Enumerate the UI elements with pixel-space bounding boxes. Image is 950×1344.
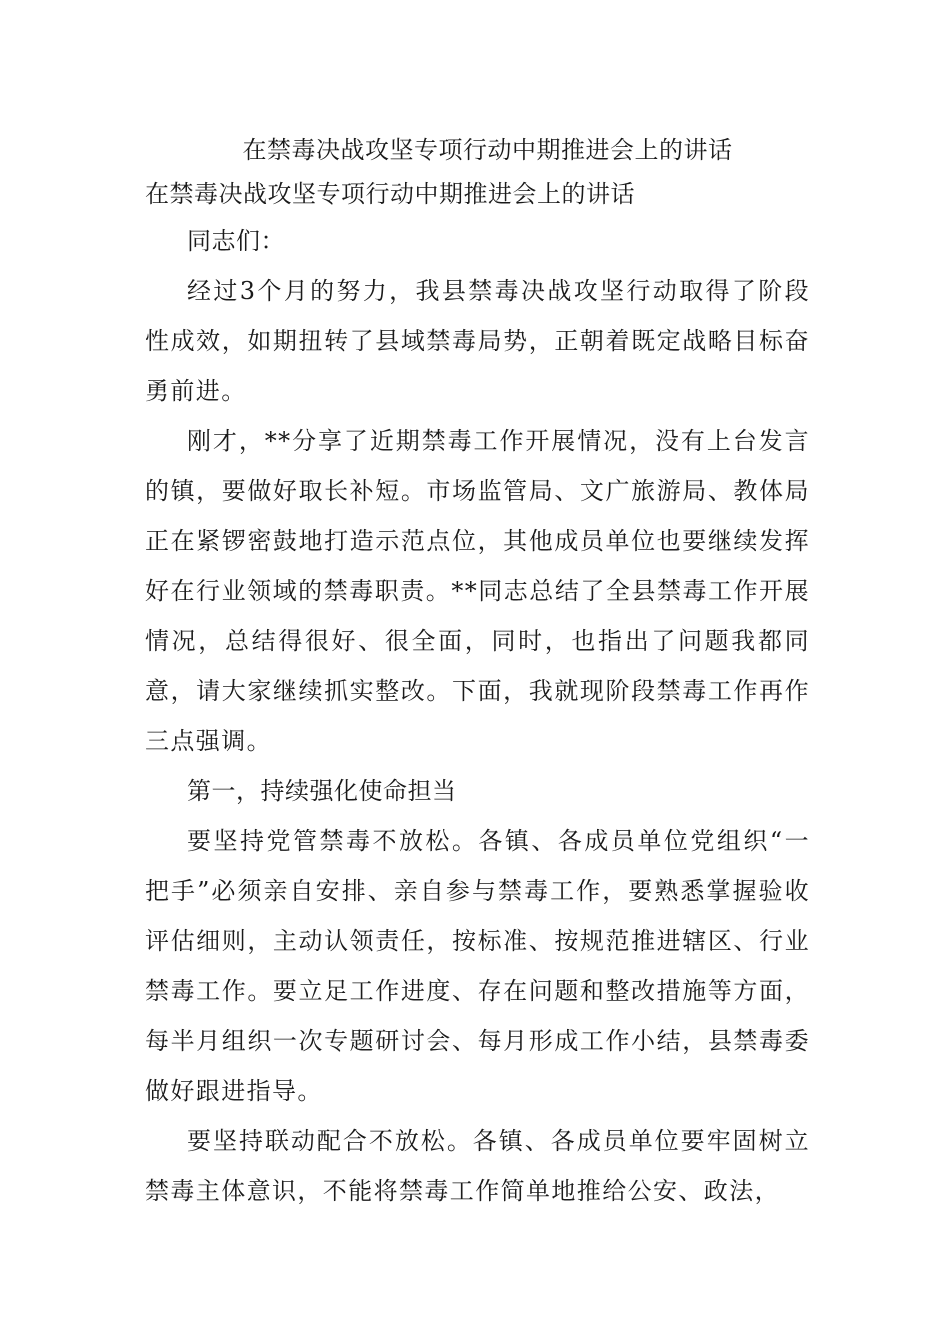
- paragraph: 刚才，**分享了近期禁毒工作开展情况，没有上台发言的镇，要做好取长补短。市场监管局、文广旅游局、教体局正在紧锣密鼓地打造示范点位，其他成员单位也要继续发挥好在行业领域的禁毒职责。**同志总结了全县禁毒工作开展情况，总结得很好、很全面，同时，也指出了问题我都同意，请大家继续抓实整改。下面，我就现阶段禁毒工作再作三点强调。: [145, 427, 810, 755]
- paragraph: 要坚持党管禁毒不放松。各镇、各成员单位党组织“一把手”必须亲自安排、亲自参与禁毒工作，要熟悉掌握验收评估细则，主动认领责任，按标准、按规范推进辖区、行业禁毒工作。要立足工作进度、存在问题和整改措施等方面，每半月组织一次专题研讨会、每月形成工作小结，县禁毒委做好跟进指导。: [145, 827, 810, 1105]
- greeting: 同志们：: [187, 227, 285, 255]
- paragraph: 经过3个月的努力，我县禁毒决战攻坚行动取得了阶段性成效，如期扭转了县域禁毒局势，正朝着既定战略目标奋勇前进。: [145, 277, 810, 405]
- document-subtitle: 在禁毒决战攻坚专项行动中期推进会上的讲话: [145, 180, 635, 208]
- paragraph: 要坚持联动配合不放松。各镇、各成员单位要牢固树立禁毒主体意识，不能将禁毒工作简单地推给公安、政法，: [145, 1127, 810, 1205]
- document-page: [145, 128, 810, 1216]
- section-heading: 第一，持续强化使命担当: [187, 777, 457, 805]
- document-title: 在禁毒决战攻坚专项行动中期推进会上的讲话: [242, 136, 733, 164]
